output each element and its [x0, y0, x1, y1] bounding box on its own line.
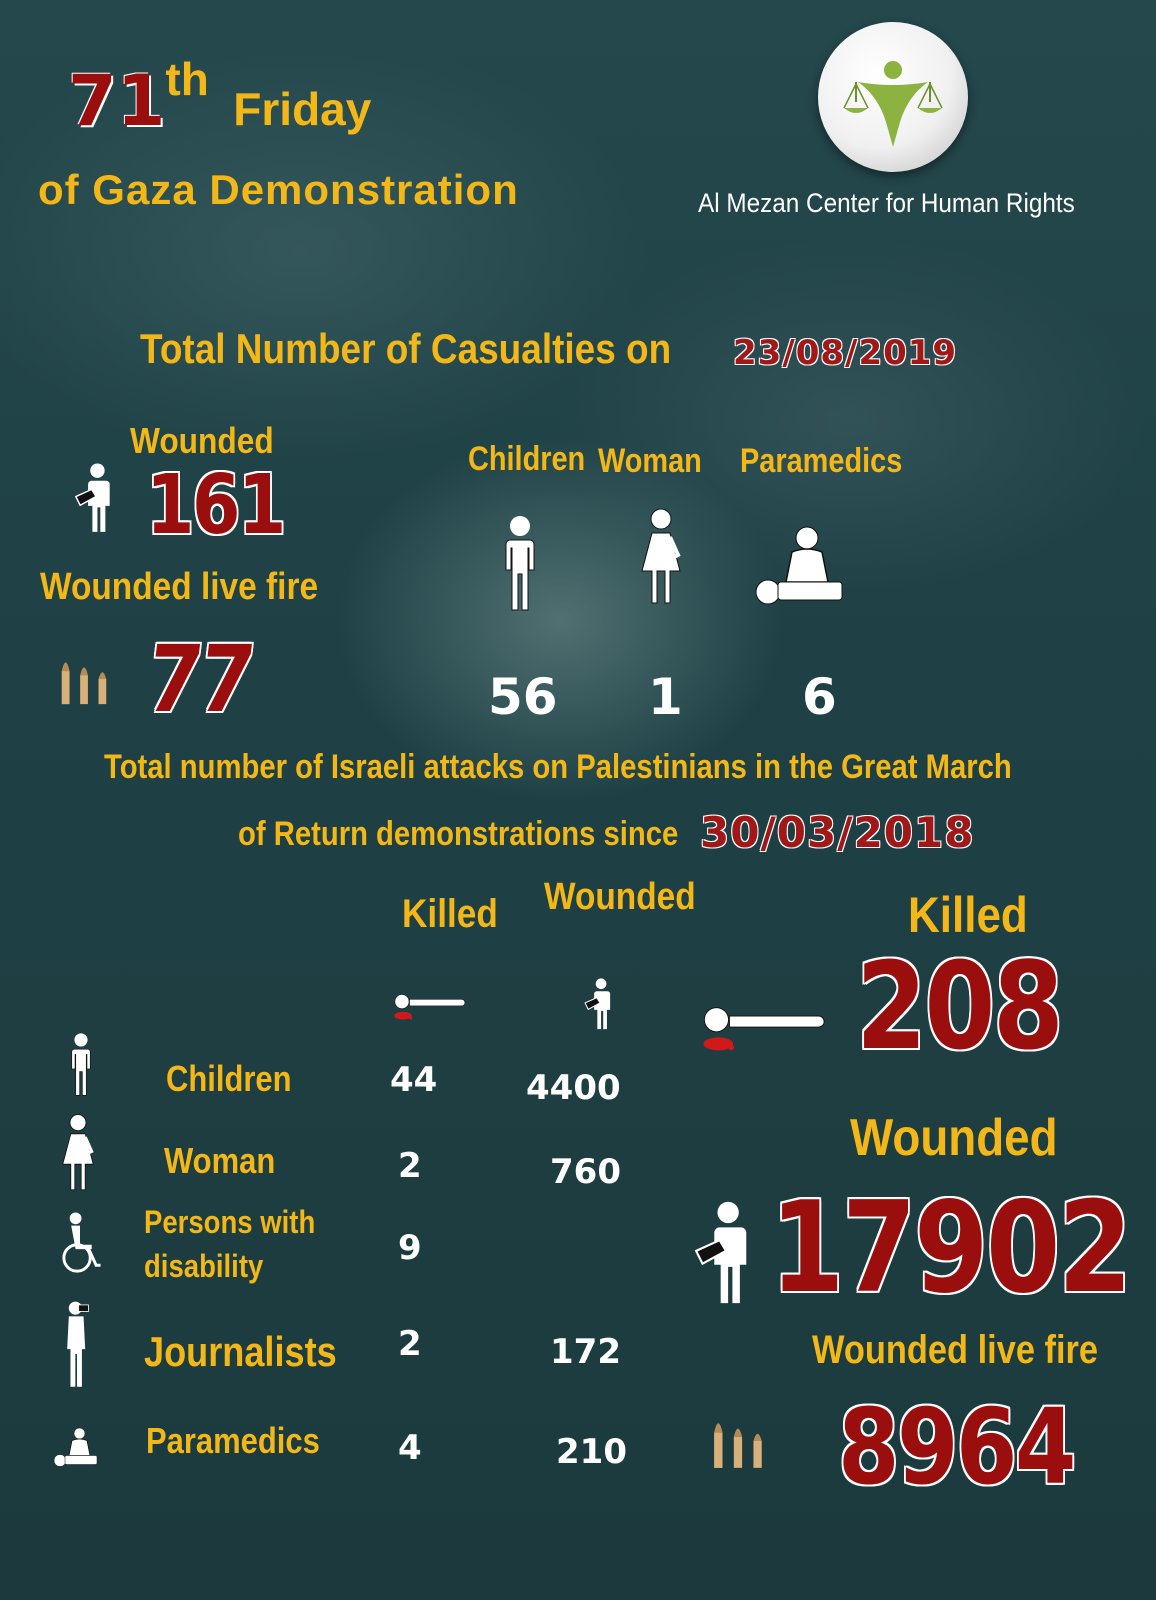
journalist-icon: [60, 1300, 94, 1390]
row-wounded-journalists: 172: [550, 1332, 621, 1372]
paramedic-icon: [752, 520, 852, 610]
cumulative-since-date: 30/03/2018: [700, 808, 975, 857]
cumulative-title-line1: Total number of Israeli attacks on Palestinians in the Great March: [104, 748, 1012, 786]
row-killed-children: 44: [390, 1060, 438, 1100]
child-icon: [66, 1032, 96, 1098]
row-label-woman: Woman: [164, 1140, 276, 1181]
row-label-disability-line2: disability: [144, 1248, 264, 1284]
daily-wounded-label: Wounded: [130, 420, 274, 461]
row-label-journalists: Journalists: [144, 1328, 337, 1375]
total-live-fire-value: 8964: [838, 1386, 1074, 1508]
friday-suffix: th: [165, 53, 209, 105]
org-name: Al Mezan Center for Human Rights: [698, 188, 1075, 218]
wounded-person-icon: [68, 462, 124, 534]
total-wounded-value: 17902: [770, 1174, 1130, 1321]
daily-title: Total Number of Casualties on: [140, 325, 672, 372]
killed-person-icon: [696, 1000, 826, 1058]
daily-category-label-woman: Woman: [598, 442, 702, 480]
friday-number: 71: [68, 60, 166, 142]
child-icon: [500, 514, 540, 614]
row-killed-journalists: 2: [398, 1324, 422, 1364]
row-label-disability-line1: Persons with: [144, 1204, 316, 1240]
woman-icon: [636, 500, 686, 614]
friday-word: Friday: [233, 83, 372, 135]
row-wounded-paramedics: 210: [556, 1432, 627, 1472]
wounded-person-icon: [584, 970, 616, 1038]
daily-live-fire-value: 77: [141, 626, 258, 733]
row-killed-disability: 9: [398, 1228, 422, 1268]
woman-icon: [58, 1112, 98, 1194]
cumulative-title-line2: of Return demonstrations since: [238, 815, 679, 853]
row-label-children: Children: [166, 1058, 292, 1099]
killed-person-icon: [390, 990, 466, 1024]
daily-category-value-children: 56: [488, 668, 558, 726]
paramedic-icon: [52, 1424, 102, 1470]
row-killed-woman: 2: [398, 1146, 422, 1186]
page-title: [68, 53, 628, 142]
org-logo: [818, 22, 968, 172]
total-killed-label: Killed: [908, 887, 1028, 943]
column-header-killed: Killed: [402, 892, 498, 936]
daily-category-label-paramedics: Paramedics: [740, 442, 903, 480]
daily-date: 23/08/2019: [733, 333, 958, 373]
scales-person-icon: [818, 22, 968, 172]
row-killed-paramedics: 4: [398, 1428, 422, 1468]
row-label-paramedics: Paramedics: [146, 1420, 320, 1461]
daily-category-value-paramedics: 6: [802, 668, 837, 726]
total-live-fire-label: Wounded live fire: [812, 1328, 1099, 1372]
total-wounded-label: Wounded: [850, 1109, 1058, 1167]
daily-category-value-woman: 1: [648, 668, 683, 726]
daily-category-label-children: Children: [468, 440, 586, 478]
column-header-wounded: Wounded: [544, 876, 696, 918]
bullets-icon: [708, 1408, 770, 1474]
wounded-person-icon: [694, 1194, 758, 1312]
wheelchair-icon: [58, 1204, 102, 1284]
page-subtitle: of Gaza Demonstration: [38, 166, 519, 213]
bullets-icon: [56, 648, 114, 710]
row-wounded-woman: 760: [550, 1152, 621, 1192]
total-killed-value: 208: [856, 938, 1062, 1077]
daily-wounded-value: 161: [146, 458, 284, 553]
row-wounded-children: 4400: [526, 1068, 621, 1108]
daily-live-fire-label: Wounded live fire: [40, 566, 319, 608]
